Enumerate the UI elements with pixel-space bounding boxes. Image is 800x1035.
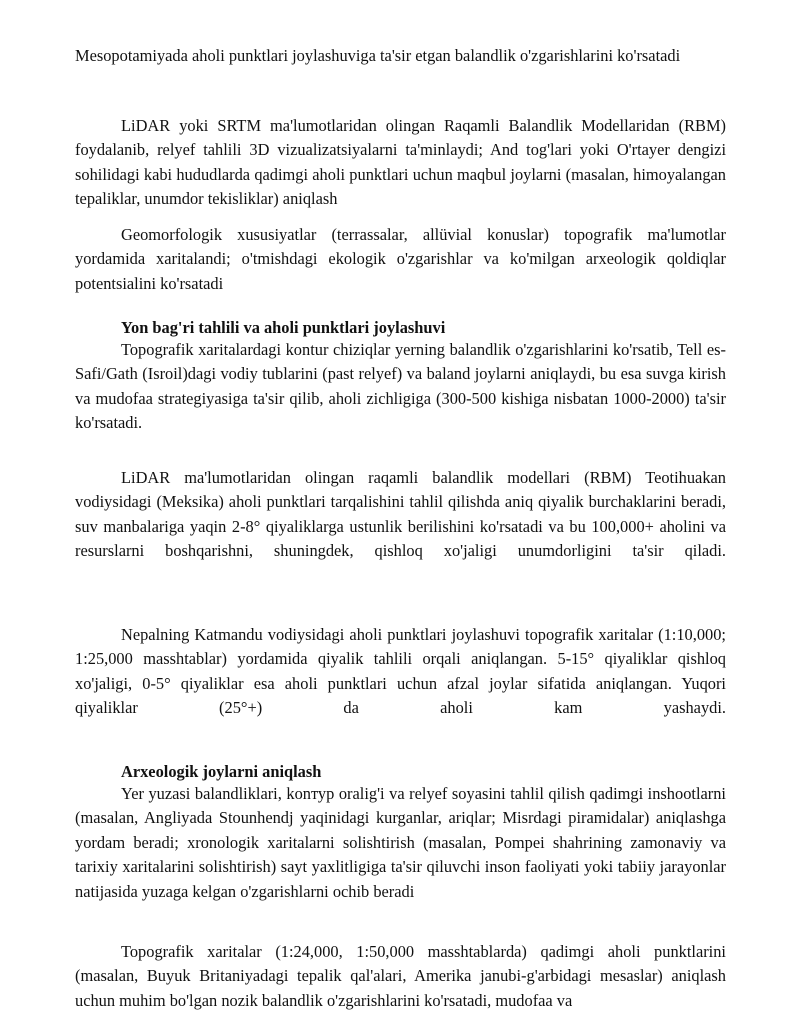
paragraph-teotihuacan: LiDAR ma'lumotlaridan olingan raqamli balandlik modellari (RBM) Teotihuakan vodiysidagi (Meksika) aholi punktlari tarqalishini tahlil qilishda aniq qiyalik burchaklarini beradi, suv manbalariga yaqin 2-8° qiyaliklarga ustunlik berilishini ko'rsatadi va bu 100,000+ aholini va resurslarni boshqarishni, shuningdek, qishloq xo'jaligi unumdorligini ta'sir qiladi. bbox=[75, 468, 726, 561]
paragraph-geomorphology: Geomorfologik xususiyatlar (terrassalar, allüvial konuslar) topografik ma'lumotlar yordamida xaritalandi; o'tmishdagi ekologik o'zgarishlar va ko'milgan arxeologik qoldiqlar potentsialini ko'rsatadi bbox=[75, 225, 726, 293]
heading-slope-analysis: Yon bag'ri tahlili va aholi punktlari joylashuvi bbox=[121, 318, 446, 337]
paragraph-topographic-maps: Topografik xaritalar (1:24,000, 1:50,000 masshtablarda) qadimgi aholi punktlarini (masalan, Buyuk Britaniyadagi tepalik qal'alari, Amerika janubi-g'arbidagi mesaslar) aniqlash uchun muhim bo'lgan nozik balandlik o'zgarishlarini ko'rsatadi, mudofaa va bbox=[75, 942, 726, 1010]
heading-archaeological-sites: Arxeologik joylarni aniqlash bbox=[121, 762, 322, 781]
paragraph-surface-elevation: Yer yuzasi balandliklari, konтур oralig'i va relyef soyasini tahlil qilish qadimgi inshootlarni (masalan, Angliyada Stounhendj yaqinidagi kurganlar, ariqlar; Misrdagi piramidalar) aniqlashga yordam beradi; xronologik xaritalarni solishtirish (masalan, Pompei shahrining zamonaviy va tarixiy xaritalarini solishtirish) sayt yaxlitligiga ta'sir qiluvchi inson faoliyati yoki tabiiy jarayonlar natijasida yuzaga kelgan o'zgarishlarni ochib beradi bbox=[75, 784, 726, 901]
paragraph-kathmandu: Nepalning Katmandu vodiysidagi aholi punktlari joylashuvi topografik xaritalar (1:10,000; 1:25,000 masshtablar) yordamida qiyalik tahlili orqali aniqlangan. 5-15° qiyaliklar qishloq xo'jaligi, 0-5° qiyaliklar esa aholi punktlari uchun afzal joylar sifatida aniqlangan. Yuqori qiyaliklar (25°+) da aholi kam yashaydi. bbox=[75, 625, 726, 718]
paragraph-lidar-srtm: LiDAR yoki SRTM ma'lumotlaridan olingan Raqamli Balandlik Modellaridan (RBM) foydalanib, relyef tahlili 3D vizualizatsiyalarni ta'minlaydi; And tog'lari yoki O'rtayer dengizi sohilidagi kabi hududlarda qadimgi aholi punktlari uchun maqbul joylarni (masalan, himoyalangan tepaliklar, unumdor tekisliklar) aniqlash bbox=[75, 116, 726, 209]
paragraph-mesopotamia: Mesopotamiyada aholi punktlari joylashuviga ta'sir etgan balandlik o'zgarishlarini ko'rsatadi bbox=[75, 46, 681, 65]
paragraph-contour-lines: Topografik xaritalardagi kontur chiziqlar yerning balandlik o'zgarishlarini ko'rsatib, Tell es-Safi/Gath (Isroil)dagi vodiy tublarini (past relyef) va baland joylarni aniqlaydi, bu esa suvga kirish va mudofaa strategiyasiga ta'sir qilib, aholi zichligiga (300-500 kishiga nisbatan 1000-2000) ta'sir ko'rsatadi. bbox=[75, 340, 726, 433]
